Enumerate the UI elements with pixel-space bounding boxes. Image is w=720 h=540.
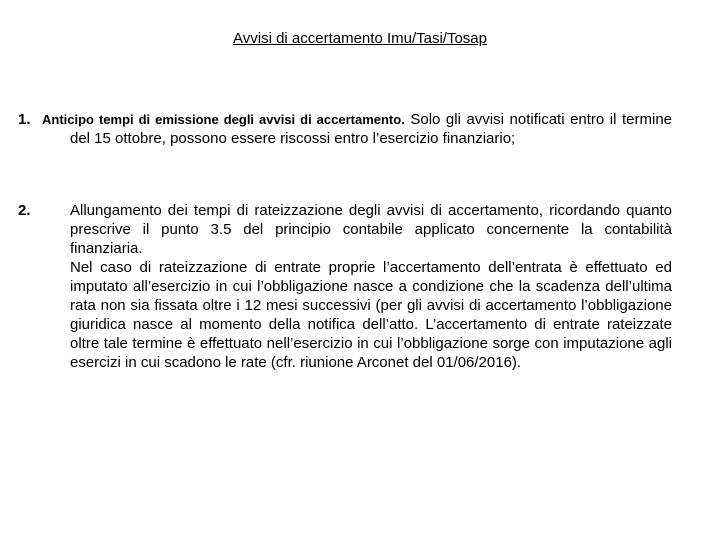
- list-item-1: [18, 110, 672, 148]
- item-heading: Anticipo tempi di emissione degli avvisi di accertamento.: [42, 112, 405, 127]
- slide-title: Avvisi di accertamento Imu/Tasi/Tosap: [233, 30, 487, 47]
- item-paragraph: Nel caso di rateizzazione di entrate proprie l’accertamento dell’entrata è effettuato ed imputato all’esercizio in cui l’obbligazione nasce a condizione che la scadenza dell’ultima rata non sia fissata oltre i 12 mesi successivi (per gli avvisi di accertamento l’obbligazione giuridica nasce al momento della notifica dell’atto. L’accertamento di entrate rateizzate oltre tale termine è effettuato nell’esercizio in cui l’obbligazione sorge con imputazione agli esercizi in cui scadono le rate (cfr. riunione Arconet del 01/06/2016).: [70, 259, 672, 371]
- list-item-2: [18, 201, 672, 372]
- item-number: 2.: [18, 202, 31, 219]
- item-text: Solo gli avvisi notificati entro il termine del 15 ottobre, possono essere riscossi entro l’esercizio finanziario;: [70, 111, 672, 147]
- item-text: , ricordando quanto prescrive il punto 3.5 del principio contabile applicato concernente la contabilità finanziaria.: [70, 202, 672, 257]
- item-heading: Allungamento dei tempi di rateizzazione degli avvisi di accertamento: [70, 202, 539, 219]
- item-number: 1.: [18, 111, 31, 128]
